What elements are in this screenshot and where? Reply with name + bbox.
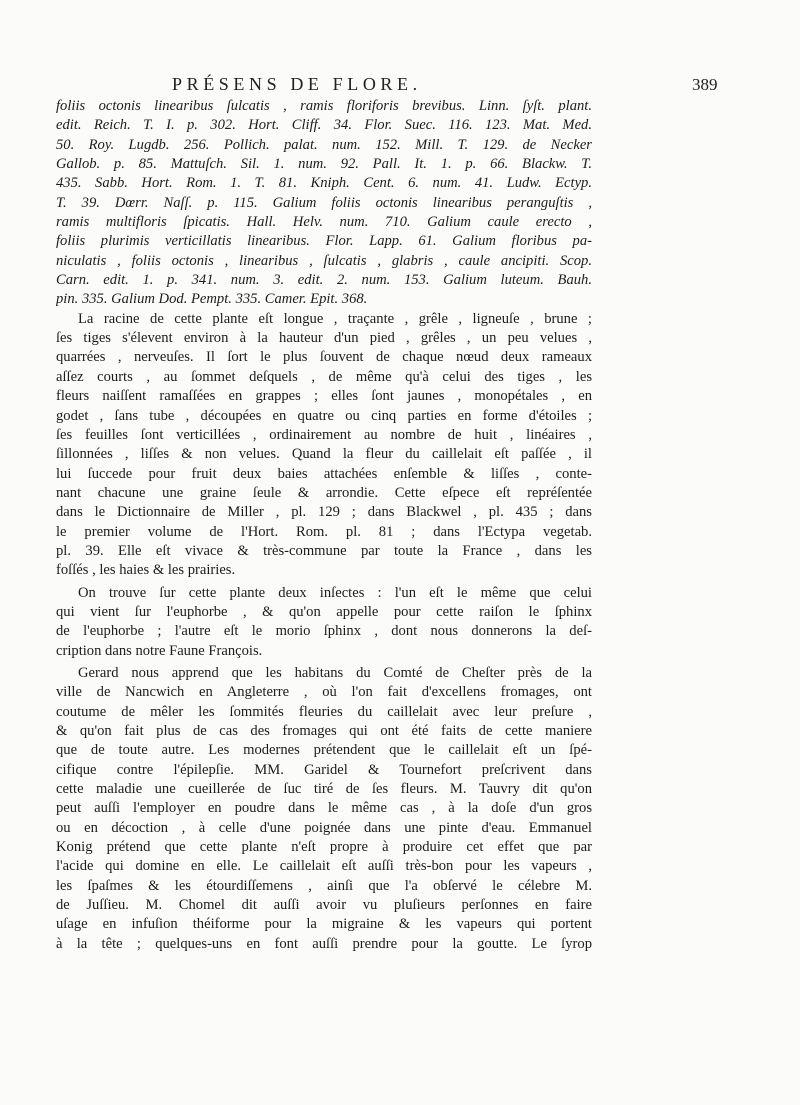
- paragraph-line: & qu'on fait plus de cas des fromages qui ont été faits de cette maniere: [56, 723, 592, 739]
- page-number: 389: [692, 75, 718, 94]
- paragraph-line: peut auſſi l'employer en poudre dans le même cas , à la doſe d'un gros: [56, 800, 592, 817]
- paragraph-line: foſſés , les haies & les prairies.: [56, 562, 236, 579]
- paragraph-line: de Juſſieu. M. Chomel dit auſſi avoir vu pluſieurs perſonnes en faire: [56, 897, 592, 914]
- citation-line: 50. Roy. Lugdb. 256. Pollich. palat. num. 152. Mill. T. 129. de Necker: [56, 136, 592, 153]
- citation-line: Carn. edit. 1. p. 341. num. 3. edit. 2. num. 153. Galium luteum. Bauh.: [56, 272, 592, 289]
- paragraph-line: aſſez courts , au ſommet deſquels , de même qu'à celui des tiges , les: [56, 368, 592, 385]
- paragraph-line: coutume de mêler les ſommités fleuries du caillelait avec leur preſure ,: [56, 703, 592, 720]
- paragraph-line: fleurs naiſſent ramaſſées en grappes ; elles ſont jaunes , monopétales , en: [56, 388, 592, 405]
- paragraph-line: quarrées , nerveuſes. Il ſort le plus ſouvent de chaque nœud deux rameaux: [56, 349, 592, 366]
- paragraph-line: de l'euphorbe ; l'autre eſt le morio ſphinx , dont nous donnerons la deſ-: [56, 623, 592, 640]
- paragraph-line: uſage en infuſion théiforme pour la migraine & les vapeurs qui portent: [56, 916, 592, 933]
- paragraph-line: Gerard nous apprend que les habitans du Comté de Cheſter près de la: [78, 664, 592, 681]
- citation-line: Gallob. p. 85. Mattuſch. Sil. 1. num. 92. Pall. It. 1. p. 66. Blackw. T.: [56, 156, 592, 173]
- paragraph-line: On trouve ſur cette plante deux inſectes : l'un eſt le même que celui: [78, 584, 592, 601]
- paragraph-line: que de toute autre. Les modernes prétendent que le caillelait eſt un ſpé-: [56, 742, 592, 759]
- paragraph-insects: [56, 584, 592, 661]
- paragraph-line: ou en décoction , à celle d'une poignée dans une pinte d'eau. Emmanuel: [56, 819, 592, 836]
- citation-line: 435. Sabb. Hort. Rom. 1. T. 81. Kniph. Cent. 6. num. 41. Ludw. Ectyp.: [56, 175, 592, 192]
- citation-line: T. 39. Dœrr. Naſſ. p. 115. Galium foliis octonis linearibus peranguſtis ,: [56, 194, 592, 211]
- citation-line: niculatis , foliis octonis , linearibus , ſulcatis , glabris , caule ancipiti. Scop.: [56, 252, 592, 269]
- citation-line: edit. Reich. T. I. p. 302. Hort. Cliff. 34. Flor. Suec. 116. 123. Mat. Med.: [56, 117, 592, 134]
- paragraph-line: Konig prétend que cette plante n'eſt propre à produire cet effet que par: [56, 839, 592, 856]
- page-body: [56, 97, 592, 954]
- citation-line: pin. 335. Galium Dod. Pempt. 335. Camer. Epit. 368.: [56, 291, 368, 308]
- paragraph-line: cette maladie une cueillerée de ſuc tiré de ſes fleurs. M. Tauvry dit qu'on: [56, 781, 592, 798]
- paragraph-line: godet , ſans tube , découpées en quatre ou cinq parties en forme d'étoiles ;: [56, 407, 592, 424]
- paragraph-line: ſillonnées , liſſes & non velues. Quand la fleur du caillelait eſt paſſée , il: [56, 446, 592, 463]
- paragraph-line: dans le Dictionnaire de Miller , pl. 129 ; dans Blackwel , pl. 435 ; dans: [56, 504, 592, 521]
- paragraph-description: [56, 310, 592, 581]
- paragraph-line: lui ſuccede pour fruit deux baies attachées enſemble & liſſes , conte-: [56, 465, 592, 482]
- paragraph-line: à la tête ; quelques-uns en font auſſi prendre pour la goutte. Le ſyrop: [56, 935, 592, 952]
- paragraph-line: La racine de cette plante eſt longue , traçante , grêle , ligneuſe , brune ;: [78, 310, 592, 327]
- paragraph-line: nant chacune une graine ſeule & arrondie. Cette eſpece eſt repréſentée: [56, 484, 592, 501]
- citation-block: [56, 97, 592, 310]
- paragraph-line: cifique contre l'épilepſie. MM. Garidel & Tournefort preſcrivent dans: [56, 761, 592, 778]
- citation-line: foliis octonis linearibus ſulcatis , ramis floriforis brevibus. Linn. ſyſt. plant.: [56, 98, 592, 114]
- paragraph-uses: [56, 664, 592, 954]
- citation-line: ramis multifloris ſpicatis. Hall. Helv. num. 710. Galium caule erecto ,: [56, 214, 592, 231]
- paragraph-line: le premier volume de l'Hort. Rom. pl. 81 ; dans l'Ectypa vegetab.: [56, 523, 592, 540]
- paragraph-line: les ſpaſmes & les étourdiſſemens , ainſi que l'a obſervé le célebre M.: [56, 877, 592, 894]
- paragraph-line: pl. 39. Elle eſt vivace & très-commune par toute la France , dans les: [56, 542, 592, 559]
- citation-line: foliis plurimis verticillatis linearibus. Flor. Lapp. 61. Galium floribus pa-: [56, 233, 592, 250]
- paragraph-line: cription dans notre Faune François.: [56, 642, 263, 659]
- paragraph-line: ſes tiges s'élevent environ à la hauteur d'un pied , grêles , un peu velues ,: [56, 330, 592, 347]
- paragraph-line: ſes feuilles ſont verticillées , ordinairement au nombre de huit , linéaires ,: [56, 426, 592, 443]
- paragraph-line: qui vient ſur l'euphorbe , & qu'on appelle pour cette raiſon le ſphinx: [56, 603, 592, 620]
- paragraph-line: l'acide qui domine en elle. Le caillelait eſt auſſi très-bon pour les vapeurs ,: [56, 858, 592, 875]
- paragraph-line: ville de Nancwich en Angleterre , où l'on fait d'excellens fromages, ont: [56, 684, 592, 701]
- running-title: PRÉSENS DE FLORE.: [172, 74, 422, 94]
